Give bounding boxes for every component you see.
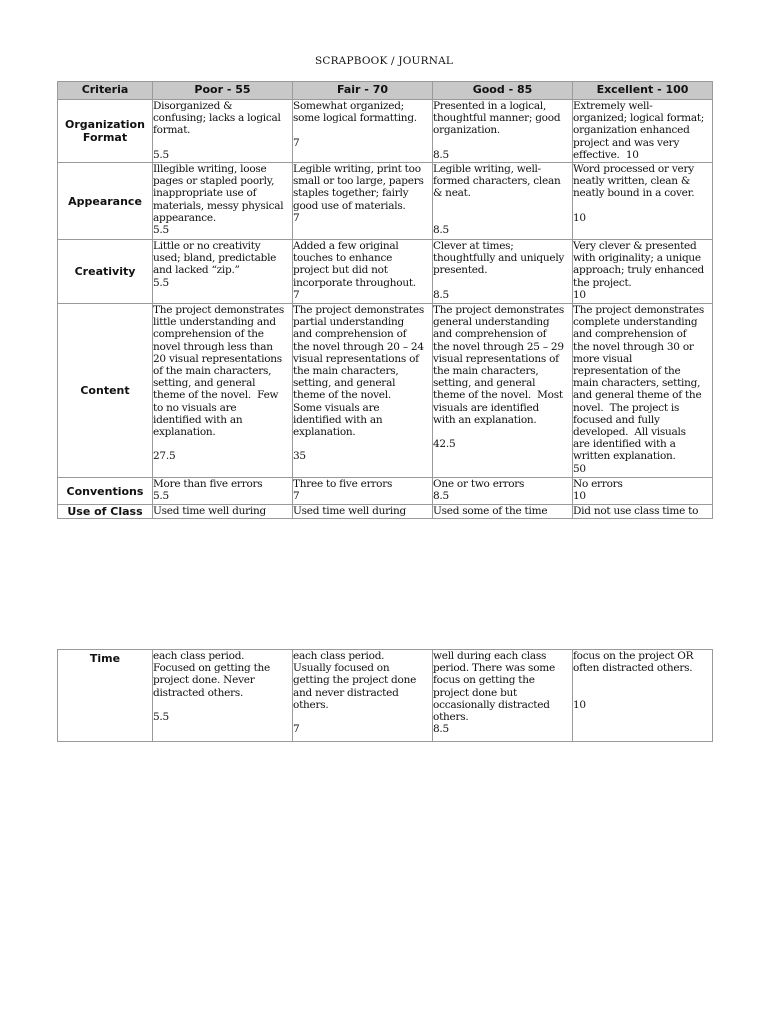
- cell-excellent: focus on the project OR often distracted others. 10: [573, 650, 713, 742]
- cell-poor: More than five errors 5.5: [153, 478, 293, 505]
- header-row: [58, 82, 713, 100]
- cell-excellent: Very clever & presented with originality; a unique approach; truly enhanced the project. 10: [573, 240, 713, 304]
- header-good: Good - 85: [433, 82, 573, 100]
- cell-good: Legible writing, well- formed characters, clean & neat. 8.5: [433, 163, 573, 240]
- cell-excellent: Word processed or very neatly written, clean & neatly bound in a cover. 10: [573, 163, 713, 240]
- table-row: [58, 100, 713, 163]
- cell-poor: each class period. Focused on getting the project done. Never distracted others. 5.5: [153, 650, 293, 742]
- cell-fair: Added a few original touches to enhance project but did not incorporate throughout. 7: [293, 240, 433, 304]
- rubric-table: [57, 81, 713, 519]
- criteria-use-of-class: Use of Class: [58, 505, 153, 519]
- cell-poor: Little or no creativity used; bland, predictable and lacked “zip.” 5.5: [153, 240, 293, 304]
- cell-fair: Somewhat organized; some logical formatting. 7: [293, 100, 433, 163]
- criteria-content: Content: [58, 304, 153, 478]
- cell-fair: Legible writing, print too small or too large, papers staples together; fairly good use of materials. 7: [293, 163, 433, 240]
- header-excellent: Excellent - 100: [573, 82, 713, 100]
- table-row: [58, 505, 713, 519]
- cell-fair: The project demonstrates partial understanding and comprehension of the novel through 20 – 24 visual representations of the main characters, setting, and general theme of the novel. Some visuals are identified with an explanation. 35: [293, 304, 433, 478]
- criteria-organization-format: Organization Format: [58, 100, 153, 163]
- cell-fair: Used time well during: [293, 505, 433, 519]
- header-fair: Fair - 70: [293, 82, 433, 100]
- criteria-appearance: Appearance: [58, 163, 153, 240]
- header-criteria: Criteria: [58, 82, 153, 100]
- table-row: [58, 478, 713, 505]
- cell-excellent: The project demonstrates complete understanding and comprehension of the novel through 30 or more visual representation of the main characters, setting, and general theme of the novel. The project is focused and fully developed. All visuals are identified with a written explanation. 50: [573, 304, 713, 478]
- cell-good: well during each class period. There was some focus on getting the project done but occasionally distracted others. 8.5: [433, 650, 573, 742]
- cell-fair: Three to five errors 7: [293, 478, 433, 505]
- rubric-table-continued: [57, 649, 713, 742]
- criteria-time: Time: [58, 650, 153, 742]
- table-row: [58, 304, 713, 478]
- cell-fair: each class period. Usually focused on getting the project done and never distracted others. 7: [293, 650, 433, 742]
- cell-excellent: Did not use class time to: [573, 505, 713, 519]
- cell-poor: Used time well during: [153, 505, 293, 519]
- cell-good: One or two errors 8.5: [433, 478, 573, 505]
- cell-poor: Illegible writing, loose pages or stapled poorly, inappropriate use of materials, messy physical appearance. 5.5: [153, 163, 293, 240]
- document-title: SCRAPBOOK / JOURNAL: [314, 55, 454, 67]
- cell-good: The project demonstrates general understanding and comprehension of the novel through 25 – 29 visual representations of the main characters, setting, and general theme of the novel. Most visuals are identified with an explanation. 42.5: [433, 304, 573, 478]
- table-row: [58, 650, 713, 742]
- table-row: [58, 240, 713, 304]
- cell-excellent: No errors 10: [573, 478, 713, 505]
- cell-good: Used some of the time: [433, 505, 573, 519]
- criteria-conventions: Conventions: [58, 478, 153, 505]
- table-row: [58, 163, 713, 240]
- cell-good: Clever at times; thoughtfully and uniquely presented. 8.5: [433, 240, 573, 304]
- criteria-creativity: Creativity: [58, 240, 153, 304]
- cell-good: Presented in a logical, thoughtful manner; good organization. 8.5: [433, 100, 573, 163]
- header-poor: Poor - 55: [153, 82, 293, 100]
- cell-poor: The project demonstrates little understanding and comprehension of the novel through less than 20 visual representations of the main characters, setting, and general theme of the novel. Few to no visuals are identified with an explanation. 27.5: [153, 304, 293, 478]
- cell-excellent: Extremely well- organized; logical format; organization enhanced project and was very effective. 10: [573, 100, 713, 163]
- cell-poor: Disorganized & confusing; lacks a logical format. 5.5: [153, 100, 293, 163]
